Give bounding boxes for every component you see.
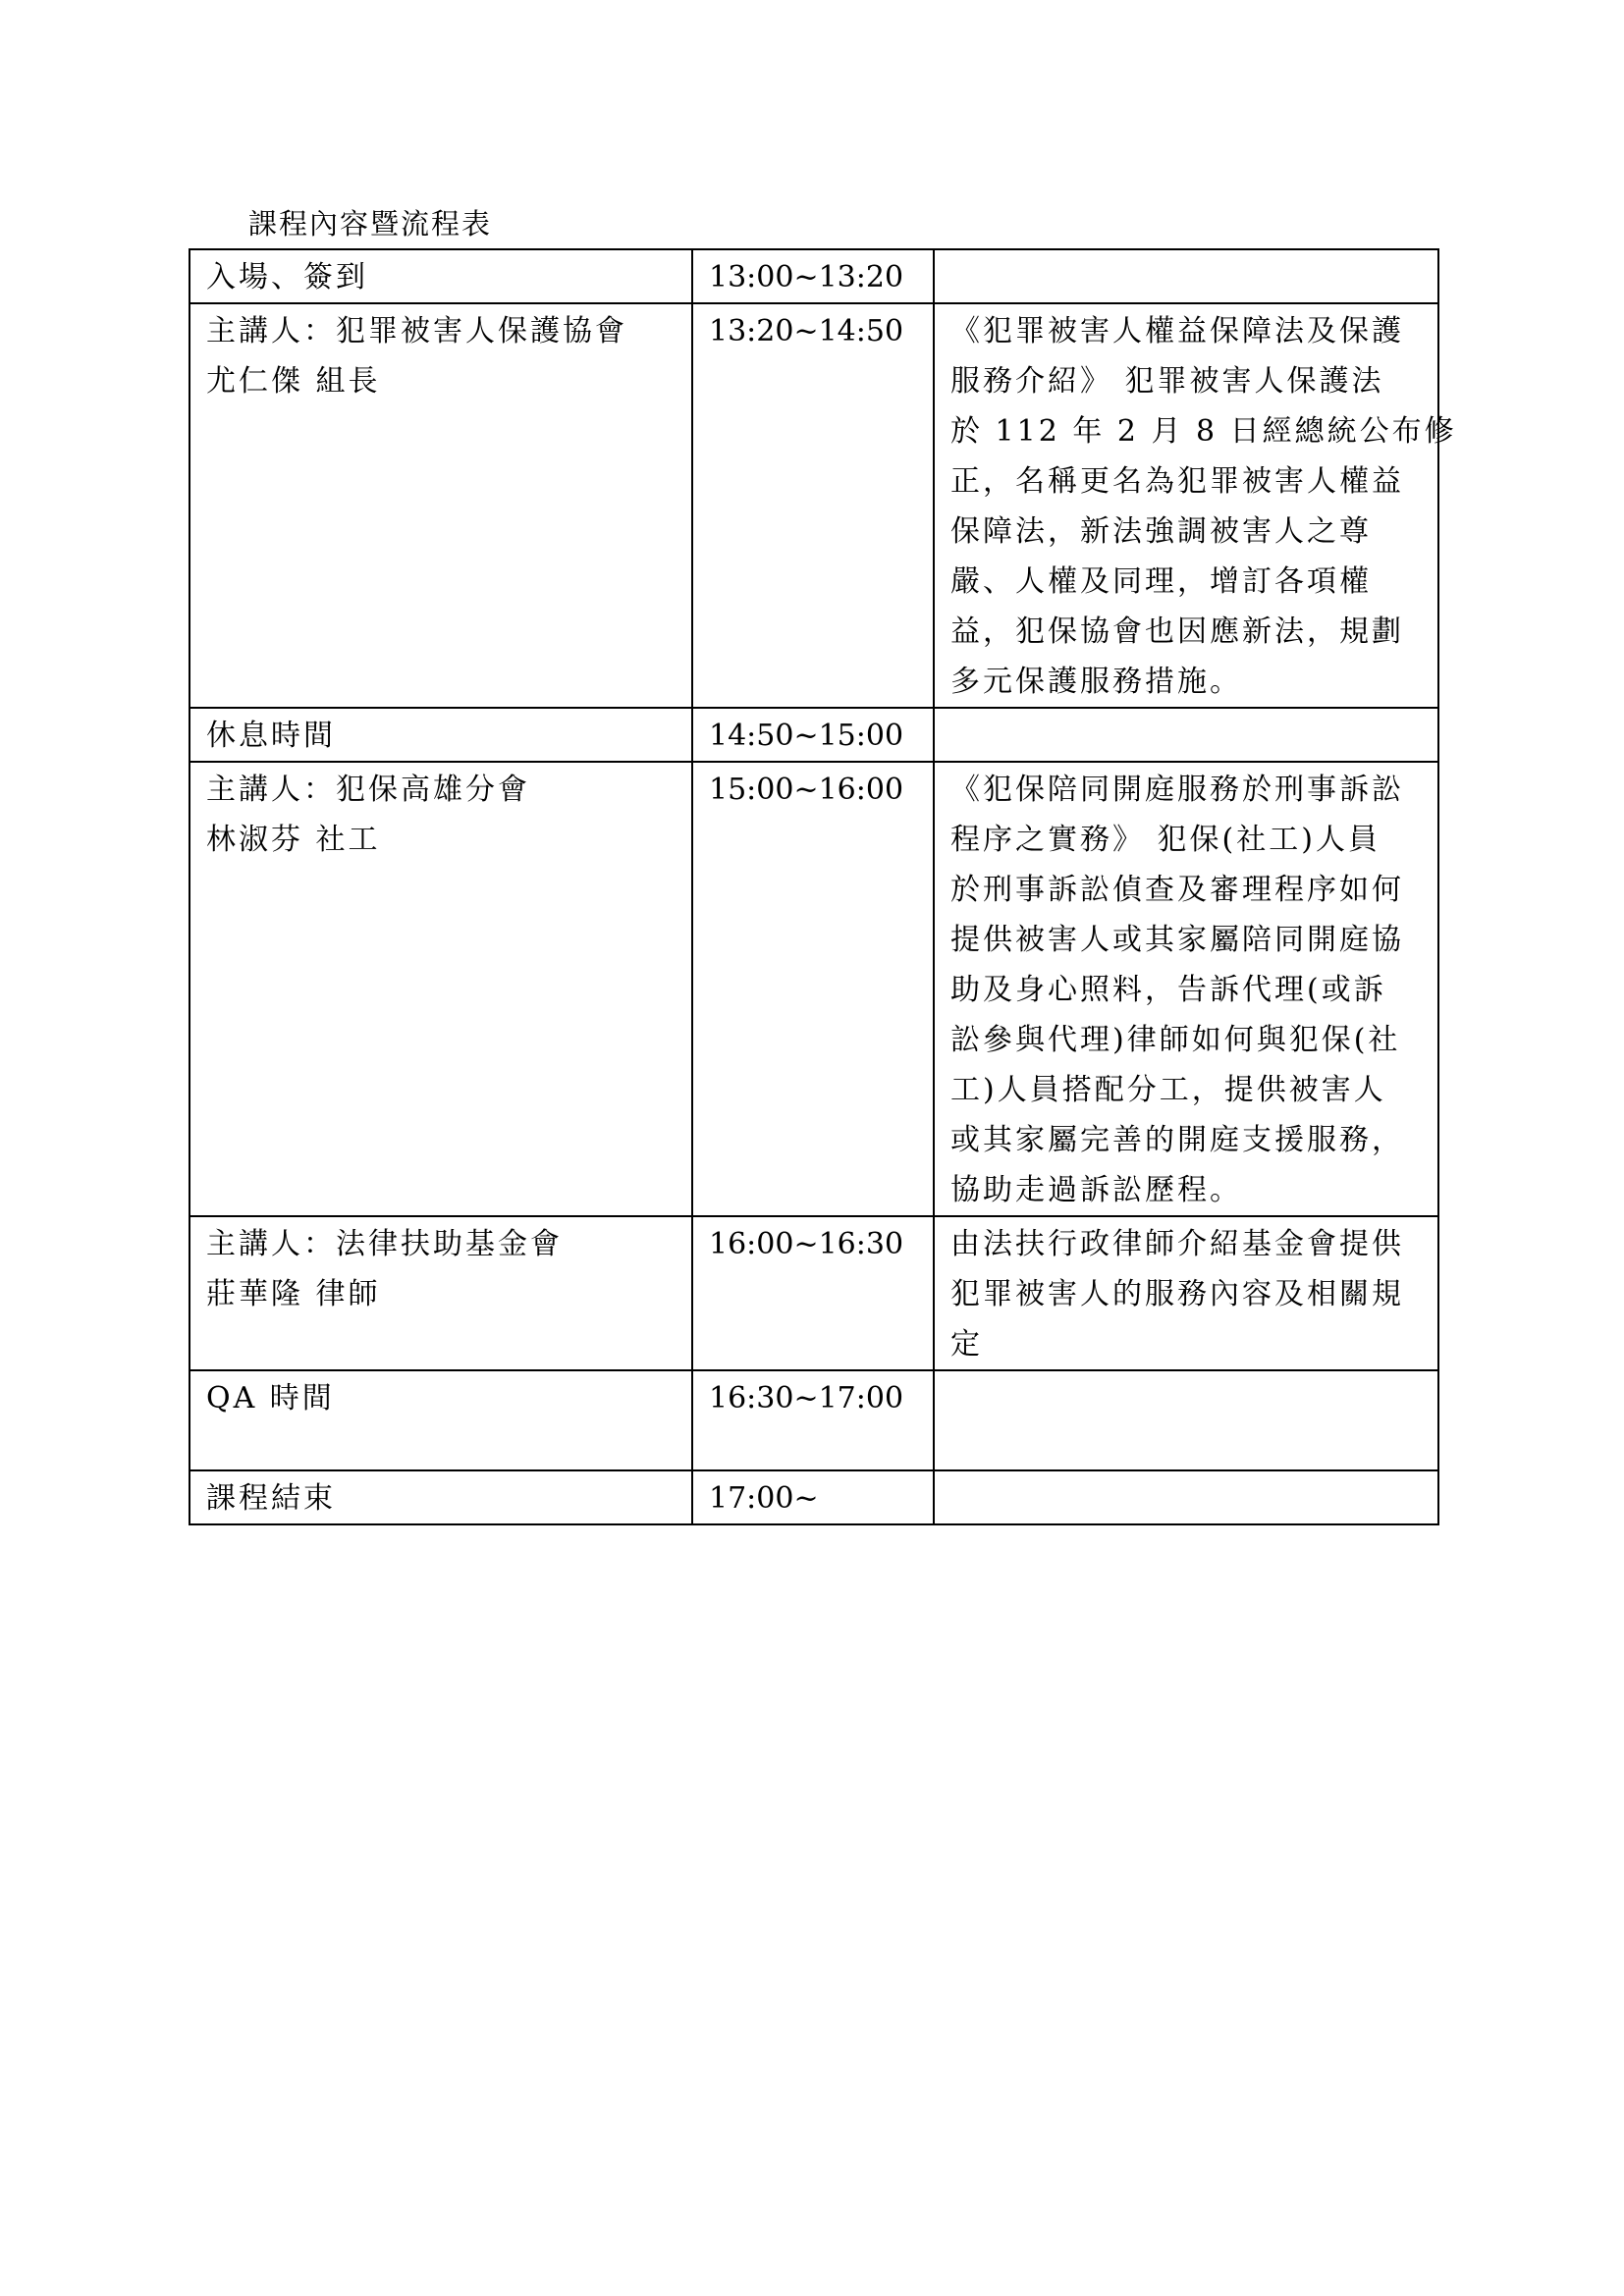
activity-cell [189,1216,692,1370]
table-row [189,1470,1438,1524]
time-cell: 17:00~ [692,1470,934,1524]
description-line: 《犯保陪同開庭服務於刑事訴訟 [950,773,1404,807]
description-line: 嚴、人權及同理，增訂各項權 [950,564,1372,599]
description-line: 助及身心照料，告訴代理(或訴 [950,973,1386,1007]
description-line: 服務介紹》 犯罪被害人保護法 [950,364,1384,399]
description-cell [934,1370,1438,1470]
description-line: 訟參與代理)律師如何與犯保(社 [950,1023,1401,1057]
description-cell [934,1216,1438,1370]
description-line: 或其家屬完善的開庭支援服務， [950,1123,1404,1157]
activity-cell [189,1470,692,1524]
activity-line: 主講人：法律扶助基金會 [206,1227,563,1261]
activity-line: 主講人：犯罪被害人保護協會 [206,314,627,348]
description-line: 多元保護服務措施。 [950,665,1242,699]
description-line: 定 [950,1327,983,1362]
activity-line: 主講人：犯保高雄分會 [206,773,530,807]
activity-line: 林淑芬 社工 [206,823,381,857]
time-cell: 16:30~17:00 [692,1370,934,1470]
table-row [189,303,1438,708]
description-line: 由法扶行政律師介紹基金會提供 [950,1227,1404,1261]
activity-line: 課程結束 [206,1481,336,1516]
description-line: 正，名稱更名為犯罪被害人權益 [950,464,1404,499]
table-row [189,249,1438,303]
description-line: 工)人員搭配分工，提供被害人 [950,1073,1386,1107]
description-cell [934,249,1438,303]
description-cell [934,303,1457,708]
description-line: 於 112 年 2 月 8 日經總統公布修 [950,414,1457,449]
activity-cell [189,708,692,762]
schedule-table [189,248,1457,1525]
description-cell [934,762,1438,1216]
description-line: 犯罪被害人的服務內容及相關規 [950,1277,1404,1311]
description-line: 於刑事訴訟偵查及審理程序如何 [950,873,1404,907]
time-cell: 14:50~15:00 [692,708,934,762]
time-cell: 13:00~13:20 [692,249,934,303]
activity-line: 尤仁傑 組長 [206,364,381,399]
table-row [189,1370,1438,1470]
description-line: 提供被害人或其家屬陪同開庭協 [950,923,1404,957]
table-row [189,1216,1438,1370]
activity-line: QA 時間 [206,1381,335,1415]
description-line: 保障法，新法強調被害人之尊 [950,514,1372,549]
table-row [189,708,1438,762]
time-cell: 16:00~16:30 [692,1216,934,1370]
description-line: 益，犯保協會也因應新法，規劃 [950,614,1404,649]
activity-line: 入場、簽到 [206,260,368,294]
description-line: 程序之實務》 犯保(社工)人員 [950,823,1380,857]
activity-cell [189,249,692,303]
description-cell [934,708,1438,762]
activity-line: 莊華隆 律師 [206,1277,381,1311]
table-row [189,762,1438,1216]
description-line: 協助走過訴訟歷程。 [950,1173,1242,1207]
description-cell [934,1470,1438,1524]
activity-cell [189,1370,692,1470]
description-line: 《犯罪被害人權益保障法及保護 [950,314,1404,348]
page-title: 課程內容暨流程表 [248,207,493,240]
activity-cell [189,303,692,708]
time-cell: 13:20~14:50 [692,303,934,708]
time-cell: 15:00~16:00 [692,762,934,1216]
activity-cell [189,762,692,1216]
activity-line: 休息時間 [206,719,336,753]
